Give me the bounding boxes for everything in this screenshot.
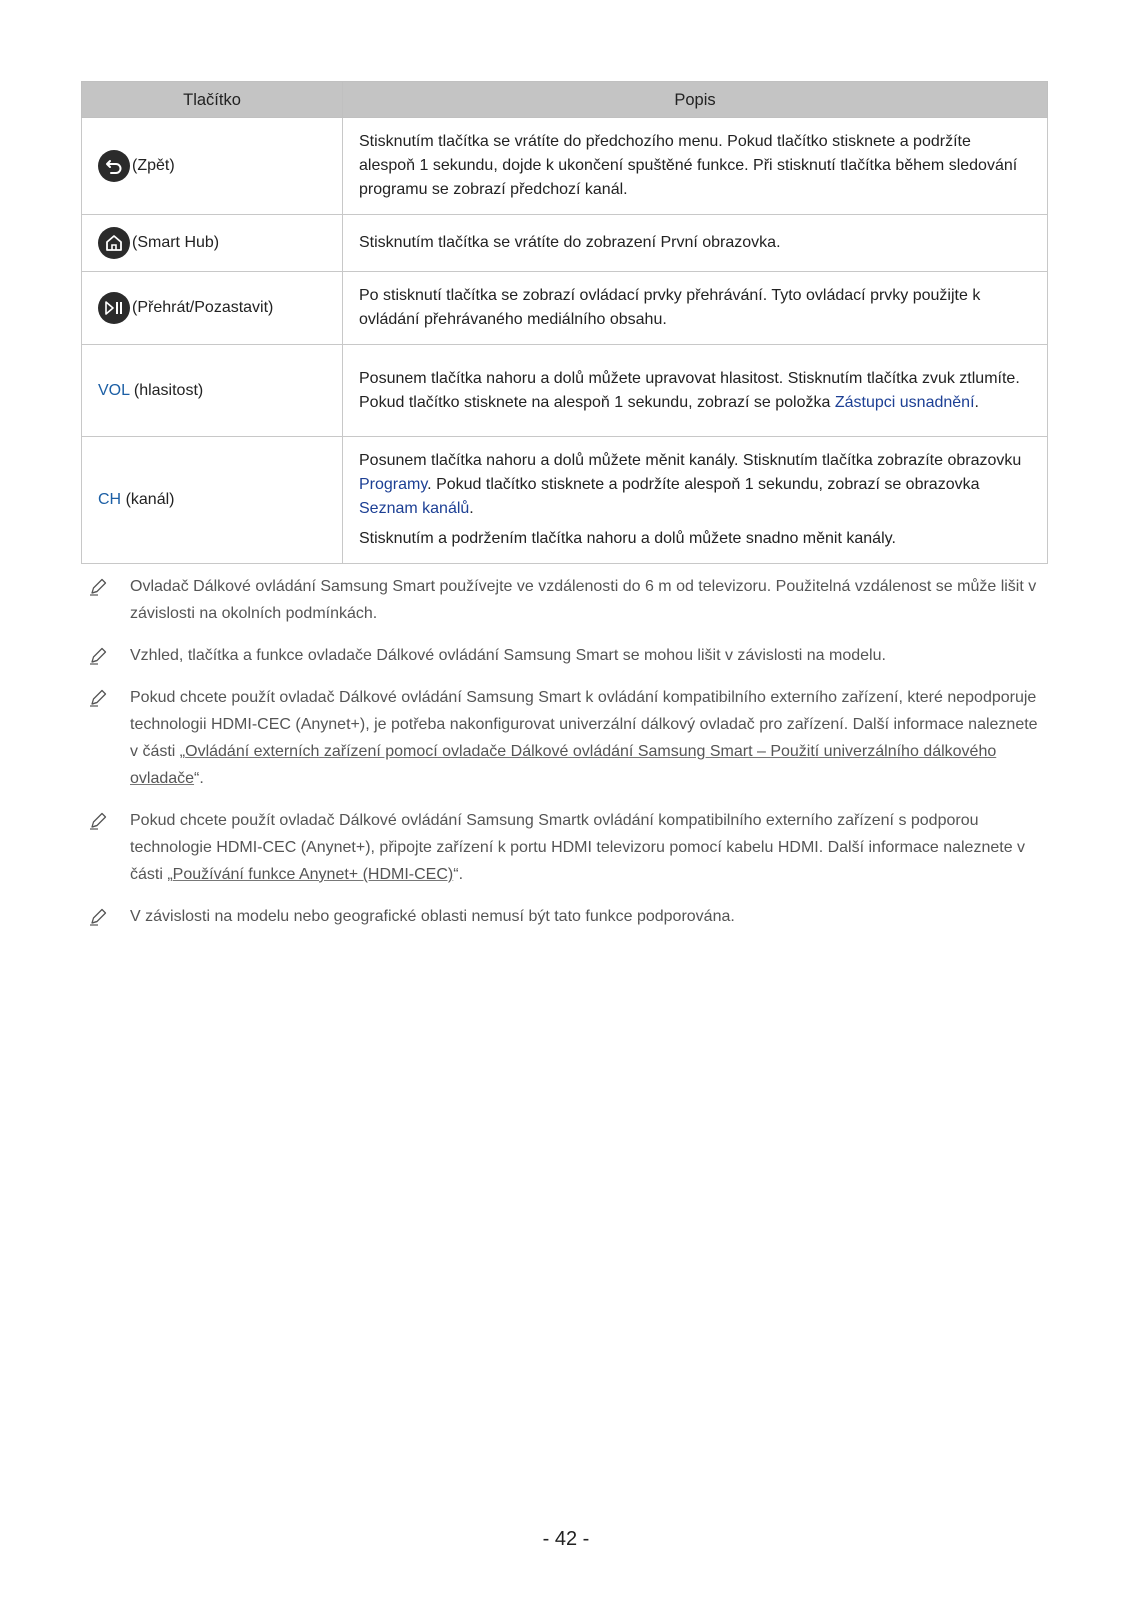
desc-play-pause: Po stisknutí tlačítka se zobrazí ovládací prvky přehrávání. Tyto ovládací prvky použijte k ovládání přehrávaného mediálního obsahu. bbox=[343, 272, 1048, 345]
button-description-table bbox=[81, 81, 1048, 564]
home-icon bbox=[98, 227, 130, 259]
desc-back: Stisknutím tlačítka se vrátíte do předchozího menu. Pokud tlačítko stisknete a podržíte alespoň 1 sekundu, dojde k ukončení spuštěné funkce. Při stisknutí tlačítka během sledování programu se zobrazí předchozí kanál. bbox=[343, 118, 1048, 215]
button-label-back: (Zpět) bbox=[132, 157, 175, 174]
table-row bbox=[82, 272, 1048, 345]
table-row bbox=[82, 437, 1048, 564]
note-item: Vzhled, tlačítka a funkce ovladače Dálkové ovládání Samsung Smart se mohou lišit v závislosti na modelu. bbox=[81, 642, 1048, 669]
desc-channel: Posunem tlačítka nahoru a dolů můžete měnit kanály. Stisknutím tlačítka zobrazíte obrazovku Programy. Pokud tlačítko stisknete a podržíte alespoň 1 sekundu, zobrazí se obrazovka Seznam kanálů. Stisknutím a podržením tlačítka nahoru a dolů můžete snadno měnit kanály. bbox=[343, 437, 1048, 564]
header-description: Popis bbox=[343, 82, 1048, 118]
note-item: Ovladač Dálkové ovládání Samsung Smart používejte ve vzdálenosti do 6 m od televizoru. Použitelná vzdálenost se může lišit v závislosti na okolních podmínkách. bbox=[81, 573, 1048, 627]
play-pause-icon bbox=[98, 292, 130, 324]
pencil-note-icon bbox=[89, 810, 109, 830]
button-label-volume: (hlasitost) bbox=[133, 381, 204, 399]
page-number: - 42 - bbox=[542, 1528, 590, 1550]
button-label-smart-hub: (Smart Hub) bbox=[132, 234, 220, 251]
pencil-note-icon bbox=[89, 906, 109, 926]
key-vol: VOL bbox=[98, 381, 130, 399]
button-label-play-pause: (Přehrát/Pozastavit) bbox=[132, 299, 274, 316]
pencil-note-icon bbox=[89, 576, 109, 596]
pencil-note-icon bbox=[89, 645, 109, 665]
note-item: V závislosti na modelu nebo geografické oblasti nemusí být tato funkce podporována. bbox=[81, 903, 1048, 930]
pencil-note-icon bbox=[89, 687, 109, 707]
table-row bbox=[82, 118, 1048, 215]
back-icon bbox=[98, 150, 130, 182]
desc-smart-hub: Stisknutím tlačítka se vrátíte do zobrazení První obrazovka. bbox=[343, 215, 1048, 272]
link-accessibility-shortcuts[interactable]: Zástupci usnadnění bbox=[834, 393, 975, 411]
note-item: Pokud chcete použít ovladač Dálkové ovládání Samsung Smart k ovládání kompatibilního externího zařízení, které nepodporuje technologii HDMI-CEC (Anynet+), je potřeba nakonfigurovat univerzální dálkový ovladač pro zařízení. Další informace naleznete v části „Ovládání externích zařízení pomocí ovladače Dálkové ovládání Samsung Smart – Použití univerzálního dálkového ovladače“. bbox=[81, 684, 1048, 792]
desc-volume: Posunem tlačítka nahoru a dolů můžete upravovat hlasitost. Stisknutím tlačítka zvuk ztlumíte. Pokud tlačítko stisknete na alespoň 1 sekundu, zobrazí se položka Zástupci usnadnění. bbox=[343, 345, 1048, 437]
notes-list bbox=[81, 573, 1048, 945]
table-row bbox=[82, 215, 1048, 272]
link-channel-list[interactable]: Seznam kanálů bbox=[359, 500, 470, 517]
table-row bbox=[82, 345, 1048, 437]
link-universal-remote[interactable]: Ovládání externích zařízení pomocí ovladače Dálkové ovládání Samsung Smart – Použití univerzálního dálkového ovladače bbox=[130, 743, 997, 787]
link-guide[interactable]: Programy bbox=[359, 476, 428, 493]
note-item: Pokud chcete použít ovladač Dálkové ovládání Samsung Smartk ovládání kompatibilního externího zařízení s podporou technologie HDMI-CEC (Anynet+), připojte zařízení k portu HDMI televizoru pomocí kabelu HDMI. Další informace naleznete v části „Používání funkce Anynet+ (HDMI-CEC)“. bbox=[81, 807, 1048, 888]
header-button: Tlačítko bbox=[82, 82, 343, 118]
link-anynet[interactable]: Používání funkce Anynet+ (HDMI-CEC) bbox=[172, 866, 454, 883]
key-ch: CH bbox=[98, 491, 122, 508]
button-label-channel: (kanál) bbox=[125, 491, 175, 508]
